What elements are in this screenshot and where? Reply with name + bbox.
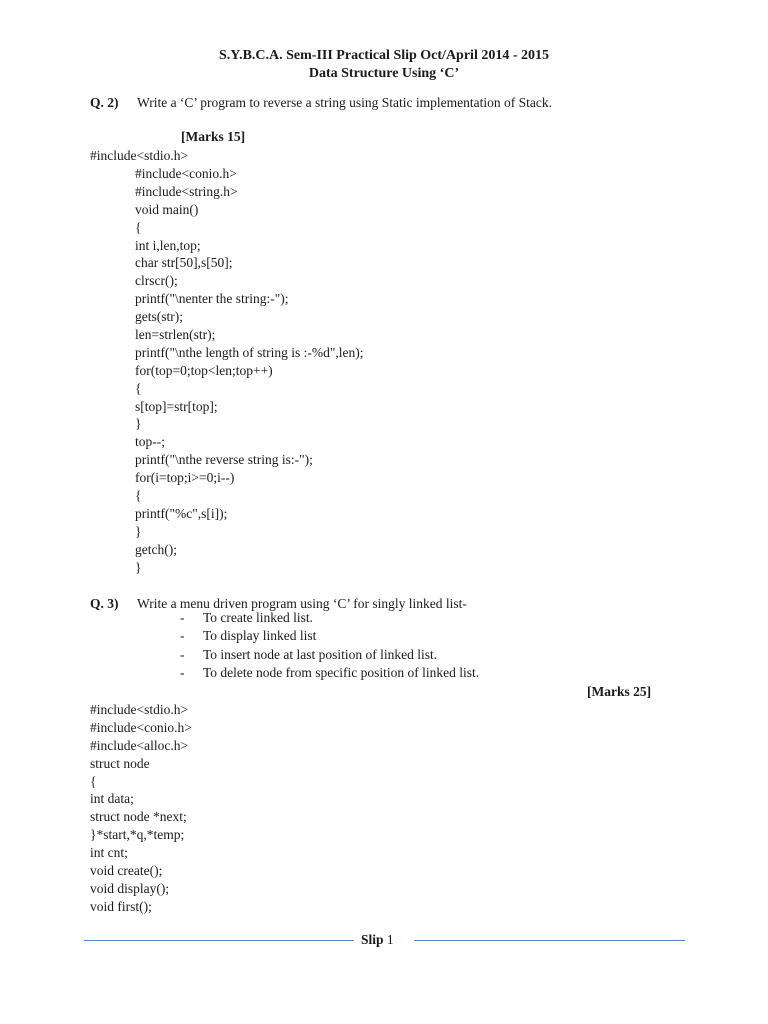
code-line: int i,len,top; <box>135 237 201 253</box>
code-line: { <box>135 380 142 396</box>
dash-bullet: - <box>180 646 185 662</box>
code-line: printf("\nenter the string:-"); <box>135 291 289 307</box>
code-line: void display(); <box>90 880 170 896</box>
dash-bullet: - <box>180 665 185 681</box>
q2-code-block <box>135 165 363 576</box>
footer-rule-left <box>84 940 354 941</box>
code-line: void create(); <box>90 863 163 879</box>
code-line: }*start,*q,*temp; <box>90 827 185 843</box>
requirement-item <box>180 627 479 645</box>
code-line: getch(); <box>135 541 177 557</box>
q3-label: Q. 3) <box>90 596 119 611</box>
code-line: for(top=0;top<len;top++) <box>135 362 273 378</box>
code-line: { <box>135 488 142 504</box>
footer-slip-number: 1 <box>386 932 394 947</box>
code-line: printf("\nthe length of string is :-%d",len); <box>135 344 364 360</box>
document-title: S.Y.B.C.A. Sem-III Practical Slip Oct/April 2014 - 2015 <box>218 48 550 63</box>
code-line: #include<string.h> <box>135 183 238 199</box>
code-line: #include<stdio.h> <box>90 702 189 717</box>
document-subtitle: Data Structure Using ‘C’ <box>308 66 460 81</box>
requirement-item <box>180 646 479 664</box>
code-line: for(i=top;i>=0;i--) <box>135 470 235 486</box>
code-line: #include<conio.h> <box>135 166 237 181</box>
code-line: gets(str); <box>135 309 183 325</box>
requirement-item <box>180 664 479 682</box>
code-line: printf("%c",s[i]); <box>135 505 228 521</box>
q3-text: Write a menu driven program using ‘C’ for singly linked list- <box>137 596 467 611</box>
dash-bullet: - <box>180 610 185 625</box>
q2-label: Q. 2) <box>90 95 119 110</box>
code-line: struct node *next; <box>90 809 187 825</box>
footer-slip <box>361 932 394 948</box>
footer-rule-right <box>414 940 685 941</box>
q3-marks: [Marks 25] <box>587 684 652 699</box>
code-line: #include<conio.h> <box>90 719 192 735</box>
requirement-text: To display linked list <box>203 628 317 644</box>
code-line: printf("\nthe reverse string is:-"); <box>135 452 313 468</box>
q3-code-block <box>90 701 192 916</box>
code-line: len=strlen(str); <box>135 327 216 343</box>
q2-text: Write a ‘C’ program to reverse a string using Static implementation of Stack. <box>137 95 552 110</box>
code-line: { <box>135 219 142 235</box>
requirement-item <box>180 609 479 627</box>
code-line: } <box>135 416 142 432</box>
code-line: struct node <box>90 755 150 771</box>
q3-requirements-list <box>180 609 479 683</box>
q2-code-first-line: #include<stdio.h> <box>90 148 189 163</box>
code-line: void first(); <box>90 898 152 914</box>
code-line: top--; <box>135 434 165 450</box>
code-line: void main() <box>135 201 199 217</box>
code-line: s[top]=str[top]; <box>135 398 218 414</box>
dash-bullet: - <box>180 628 185 644</box>
code-line: #include<alloc.h> <box>90 737 189 753</box>
code-line: char str[50],s[50]; <box>135 255 233 271</box>
code-line: } <box>135 559 142 575</box>
code-line: { <box>90 773 97 789</box>
requirement-text: To create linked list. <box>203 610 314 625</box>
code-line: } <box>135 523 142 539</box>
code-line: int data; <box>90 791 134 807</box>
code-line: int cnt; <box>90 845 128 861</box>
requirement-text: To insert node at last position of linked list. <box>203 646 438 662</box>
code-line: clrscr(); <box>135 273 178 289</box>
requirement-text: To delete node from specific position of linked list. <box>203 665 480 681</box>
q2-marks: [Marks 15] <box>181 129 246 144</box>
footer-slip-label: Slip <box>361 932 384 947</box>
